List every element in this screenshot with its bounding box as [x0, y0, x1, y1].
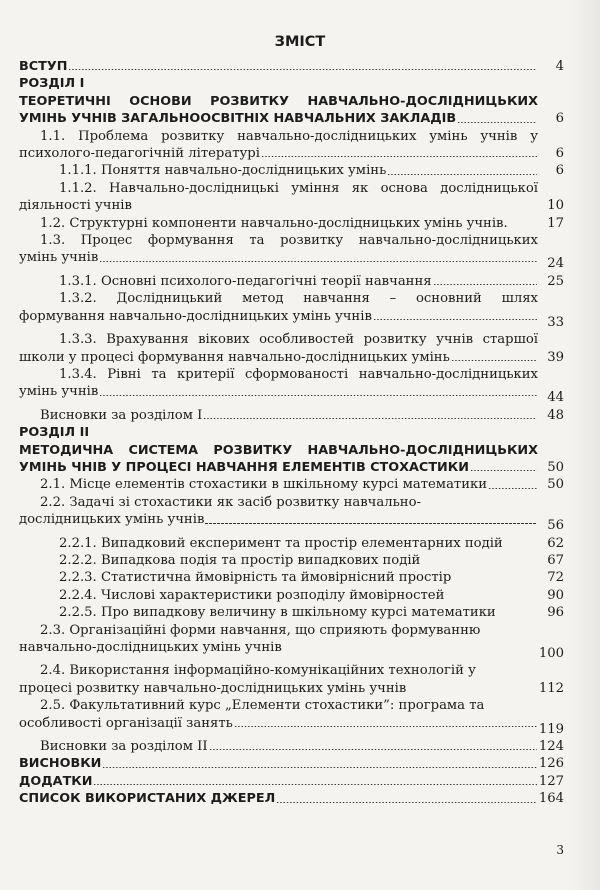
toc-entry-text: 2.2. Задачі зі стохастики як засіб розвитку навчально- — [40, 494, 421, 510]
toc-entry-text: 1.1.2. Навчально-дослідницькі уміння як основа дослідницької — [59, 180, 538, 196]
toc-entry-text: навчально-дослідницьких умінь учнів — [19, 640, 282, 655]
section-heading-line: УМІНЬ ЧНІВ У ПРОЦЕСІ НАВЧАННЯ ЕЛЕМЕНТІВ СТОХАСТИКИ — [19, 459, 469, 475]
dot-leader — [234, 726, 537, 727]
toc-page-number: 24 — [547, 256, 564, 272]
toc-page-number: 6 — [555, 111, 564, 127]
toc-entry-2-2[interactable] — [19, 494, 564, 534]
section-heading-line: ТЕОРЕТИЧНІ ОСНОВИ РОЗВИТКУ НАВЧАЛЬНО-ДОСЛІДНИЦЬКИХ — [19, 93, 538, 109]
page-edge-shadow — [570, 0, 600, 890]
toc-entry-text: особливості організації занять — [19, 715, 233, 731]
dot-leader — [261, 156, 537, 157]
dot-leader — [68, 69, 537, 70]
toc-entry-1-3-1[interactable] — [19, 273, 564, 290]
dot-leader — [93, 784, 537, 785]
toc-entry-text: школи у процесі формування навчально-дослідницьких умінь — [19, 349, 450, 365]
toc-entry-text: ВИСНОВКИ — [19, 756, 102, 772]
toc-entry-text: 1.1. Проблема розвитку навчально-дослідницьких умінь учнів у — [40, 128, 538, 144]
toc-entry-conclusions-2[interactable] — [19, 738, 564, 755]
toc-entry-text: 1.3.4. Рівні та критерії сформованості навчально-дослідницьких — [59, 366, 538, 382]
toc-entry-2-1[interactable] — [19, 476, 564, 493]
toc-page-number: 25 — [547, 273, 564, 289]
toc-entry-text: дослідницьких умінь учнів — [19, 512, 205, 528]
toc-entry-2-5[interactable] — [19, 697, 564, 737]
dot-leader — [470, 470, 537, 471]
toc-entry-text: 1.3. Процес формування та розвитку навчально-дослідницьких — [40, 233, 538, 249]
toc-entry-text: формування навчально-дослідницьких умінь учнів — [19, 308, 372, 324]
toc-entry-conclusions-1[interactable] — [19, 407, 564, 424]
toc-page-number: 67 — [547, 552, 564, 568]
section-heading-line: МЕТОДИЧНА СИСТЕМА РОЗВИТКУ НАВЧАЛЬНО-ДОСЛІДНИЦЬКИХ — [19, 442, 538, 458]
toc-entry-text: 1.3.2. Дослідницький метод навчання – основний шлях — [59, 291, 538, 307]
dot-leader — [99, 261, 537, 262]
toc-entry-1-1[interactable] — [19, 128, 564, 163]
toc-entry-2-3[interactable] — [19, 622, 564, 661]
toc-entry-text: 2.4. Використання інформаційно-комунікаційних технологій у — [40, 663, 476, 679]
toc-page-number: 10 — [547, 198, 564, 214]
toc-page-number: 48 — [547, 407, 564, 423]
toc-page-number: 39 — [547, 349, 564, 365]
toc-entry-text: 2.2.1. Випадковий експеримент та простір елементарних подій — [59, 535, 503, 551]
toc-entry-text: 2.2.4. Числові характеристики розподілу ймовірностей — [59, 587, 445, 603]
toc-page-number: 112 — [538, 680, 564, 696]
toc-entry-conclusions[interactable] — [19, 755, 564, 772]
toc-entry-text: ДОДАТКИ — [19, 773, 93, 789]
toc-entry-text: 1.1.1. Поняття навчально-дослідницьких умінь — [59, 163, 387, 179]
toc-entry-vstup[interactable] — [19, 58, 564, 75]
toc-page-number: 126 — [538, 756, 564, 772]
toc-page-number: 72 — [547, 570, 564, 586]
toc-entry-1-3[interactable] — [19, 232, 564, 272]
toc-page-number: 4 — [555, 59, 564, 74]
toc-entry-text: 2.3. Організаційні форми навчання, що сприяють формуванню — [40, 622, 481, 638]
dash-leader — [205, 523, 537, 524]
dot-leader — [102, 767, 537, 768]
toc-entry-text: 1.3.3. Врахування вікових особливостей розвитку учнів старшої — [59, 332, 538, 348]
dot-leader — [276, 802, 537, 803]
toc-entry-text: 2.2.3. Статистична ймовірність та ймовірнісний простір — [59, 570, 452, 586]
toc-entry-section-1[interactable] — [19, 110, 564, 127]
toc-page-number: 90 — [547, 587, 564, 603]
dot-leader — [203, 418, 537, 419]
toc-entry-text: 2.2.5. Про випадкову величину в шкільному курсі математики — [59, 605, 496, 621]
toc-entry-text: Висновки за розділом ІІ — [40, 739, 208, 755]
toc-page-number: 33 — [547, 314, 564, 330]
toc-page-number: 6 — [555, 163, 564, 179]
section-label: РОЗДІЛ І — [19, 76, 85, 92]
toc-entry-1-1-2[interactable] — [19, 180, 564, 215]
toc-entry-1-3-3[interactable] — [19, 331, 564, 366]
toc-page-number: 100 — [538, 646, 564, 661]
toc-entry-1-3-2[interactable] — [19, 290, 564, 330]
toc-entry-text: діяльності учнів — [19, 198, 132, 214]
toc-entry-text: 2.1. Місце елементів стохастики в шкільному курсі математики — [40, 477, 488, 493]
toc-entry-1-1-1[interactable] — [19, 162, 564, 179]
toc-entry-2-4[interactable] — [19, 662, 564, 697]
toc-entry-1-3-4[interactable] — [19, 366, 564, 406]
toc-page-number: 127 — [538, 773, 564, 789]
dot-leader — [488, 488, 537, 489]
toc-page-number: 50 — [547, 459, 564, 475]
dot-leader — [209, 749, 537, 750]
dot-leader — [457, 122, 537, 123]
toc-entry-text: 1.2. Структурні компоненти навчально-дослідницьких умінь учнів. — [40, 215, 508, 231]
section-label: РОЗДІЛ ІІ — [19, 425, 90, 441]
dot-leader — [387, 174, 537, 175]
toc-entry-2-2-2[interactable] — [19, 552, 564, 569]
page-title: ЗМІСТ — [274, 34, 326, 50]
toc-entry-text: СПИСОК ВИКОРИСТАНИХ ДЖЕРЕЛ — [19, 791, 276, 807]
toc-page-number: 17 — [547, 215, 564, 231]
toc-entry-2-2-1[interactable] — [19, 535, 564, 552]
table-of-contents — [19, 58, 564, 808]
toc-entry-text: умінь учнів — [19, 250, 99, 266]
toc-entry-references[interactable] — [19, 790, 564, 807]
toc-entry-appendices[interactable] — [19, 773, 564, 790]
toc-entry-text: 2.5. Факультативний курс „Елементи стохастики”: програма та — [40, 698, 485, 714]
toc-entry-text: 2.2.2. Випадкова подія та простір випадкових подій — [59, 552, 421, 568]
toc-page-number: 50 — [547, 477, 564, 493]
toc-page-number: 56 — [547, 518, 564, 534]
toc-entry-2-2-3[interactable] — [19, 569, 564, 586]
page-number: 3 — [556, 843, 564, 857]
dot-leader — [373, 319, 537, 320]
toc-page-number: 119 — [538, 721, 564, 737]
toc-page-number: 164 — [538, 791, 564, 807]
toc-page-number: 6 — [555, 146, 564, 162]
section-heading-line: УМІНЬ УЧНІВ ЗАГАЛЬНООСВІТНІХ НАВЧАЛЬНИХ ЗАКЛАДІВ — [19, 111, 457, 127]
dot-leader — [433, 284, 537, 285]
toc-page-number: 124 — [538, 739, 564, 755]
toc-entry-text: умінь учнів — [19, 384, 99, 400]
toc-page-number: 96 — [547, 605, 564, 621]
toc-entry-text: Висновки за розділом І — [40, 407, 203, 423]
toc-entry-text: процесі розвитку навчально-дослідницьких умінь учнів — [19, 680, 407, 696]
toc-page-number: 44 — [547, 390, 564, 406]
toc-entry-section-2[interactable] — [19, 459, 564, 476]
toc-entry-text: 1.3.1. Основні психолого-педагогічні теорії навчання — [59, 273, 432, 289]
dot-leader — [99, 395, 537, 396]
dot-leader — [451, 360, 537, 361]
toc-entry-1-2[interactable] — [19, 215, 564, 232]
toc-entry-text: психолого-педагогічній літературі — [19, 146, 260, 162]
toc-entry-2-2-4[interactable] — [19, 587, 564, 604]
toc-entry-text: ВСТУП — [19, 59, 68, 74]
toc-page-number: 62 — [547, 535, 564, 551]
toc-entry-2-2-5[interactable] — [19, 604, 564, 621]
